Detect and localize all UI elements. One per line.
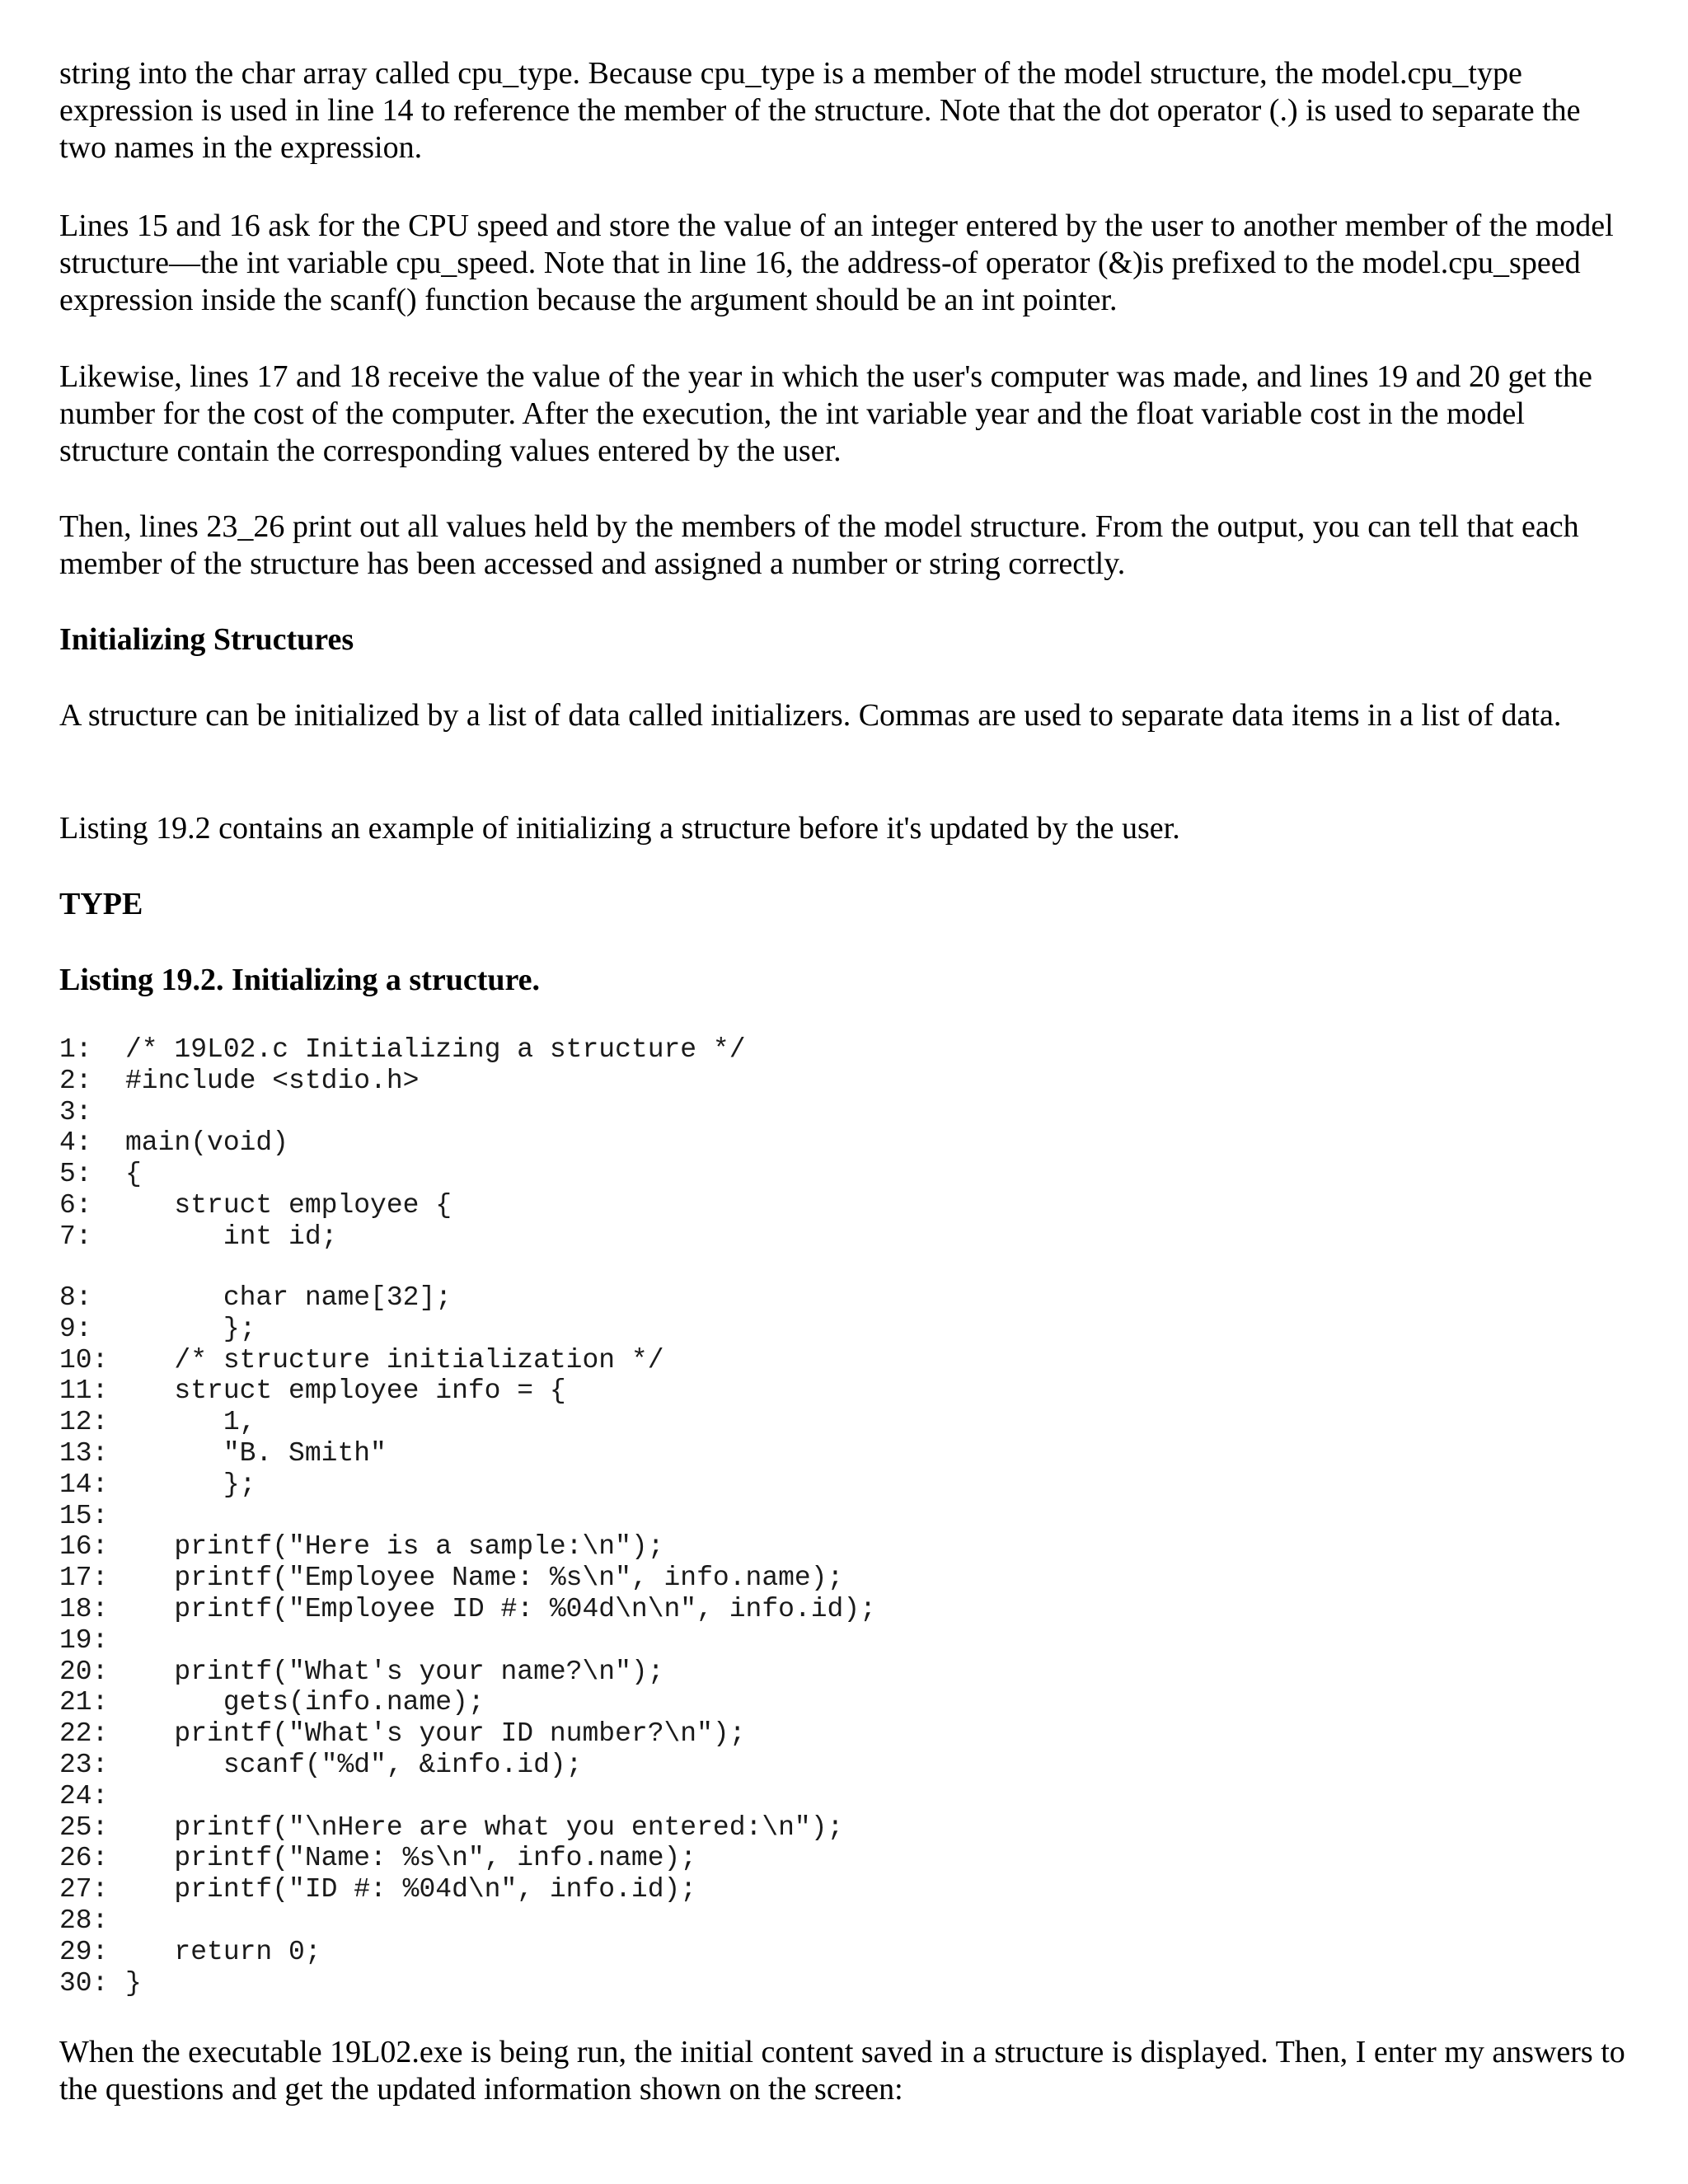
code-line: [59, 1657, 876, 1688]
line-number: 1:: [59, 1034, 92, 1065]
code-text: {: [125, 1159, 142, 1190]
line-number: 19:: [59, 1624, 109, 1656]
code-line: [59, 1718, 876, 1750]
code-text: scanf("%d", &info.id);: [125, 1749, 583, 1780]
line-number: 2:: [59, 1065, 92, 1096]
type-label: TYPE: [59, 887, 143, 921]
code-line: [59, 1376, 876, 1407]
code-text: struct employee {: [125, 1189, 452, 1221]
line-number: 16:: [59, 1531, 109, 1563]
line-number: 21:: [59, 1687, 109, 1718]
code-text: gets(info.name);: [125, 1687, 485, 1718]
line-number: 25:: [59, 1811, 109, 1843]
code-text: printf("Here is a sample:\n");: [125, 1531, 664, 1563]
line-number: 6:: [59, 1189, 92, 1221]
code-line: [59, 1750, 876, 1781]
code-line: [59, 1594, 876, 1625]
code-text: main(void): [125, 1127, 289, 1159]
code-line: [59, 1843, 876, 1874]
line-number: 29:: [59, 1936, 109, 1967]
paragraph-year-cost: Likewise, lines 17 and 18 receive the value of the year in which the user's computer was made, and lines 19 and 20 get the number for the cost of the computer. After the execution, the int variable year and the float variable cost in the model structure contain the corresponding values entered by the user.: [59, 359, 1592, 468]
paragraph-print-values: Then, lines 23_26 print out all values held by the members of the model structure. From the output, you can tell that each member of the structure has been accessed and assigned a number or string correctly.: [59, 509, 1579, 581]
code-text: /* 19L02.c Initializing a structure */: [125, 1034, 746, 1065]
line-number: 10:: [59, 1344, 109, 1376]
code-text: }: [125, 1967, 142, 1999]
code-line: [59, 1531, 876, 1563]
line-number: 14:: [59, 1469, 109, 1500]
line-number: 24:: [59, 1780, 109, 1811]
code-line: [59, 1127, 746, 1159]
code-line: [59, 1159, 746, 1190]
line-number: 22:: [59, 1718, 109, 1750]
code-line: [59, 1781, 876, 1812]
line-number: 5:: [59, 1159, 92, 1190]
line-number: 30:: [59, 1967, 109, 1999]
line-number: 28:: [59, 1905, 109, 1936]
code-text: /* structure initialization */: [125, 1344, 664, 1376]
code-line: [59, 1190, 746, 1221]
listing-title: Listing 19.2. Initializing a structure.: [59, 963, 541, 997]
code-line: [59, 1874, 876, 1905]
code-line: [59, 1066, 746, 1097]
code-line: [59, 1097, 746, 1128]
paragraph-listing-intro: Listing 19.2 contains an example of initializing a structure before it's updated by the user.: [59, 811, 1180, 846]
line-number: 27:: [59, 1874, 109, 1905]
line-number: 7:: [59, 1221, 92, 1252]
code-text: return 0;: [125, 1936, 321, 1967]
code-text: 1,: [125, 1407, 256, 1438]
section-heading: Initializing Structures: [59, 622, 354, 657]
paragraph-cpu-type: string into the char array called cpu_type. Because cpu_type is a member of the model structure, the model.cpu_type expression is used in line 14 to reference the member of the structure. Note that the dot operator (.) is used to separate the two names in the expression.: [59, 56, 1581, 165]
line-number: 17:: [59, 1563, 109, 1594]
code-text: printf("What's your name?\n");: [125, 1656, 664, 1687]
line-number: 23:: [59, 1749, 109, 1780]
line-number: 9:: [59, 1313, 92, 1344]
paragraph-initializers: A structure can be initialized by a list of data called initializers. Commas are used to separate data items in a list of data.: [59, 698, 1562, 733]
code-text: printf("Employee Name: %s\n", info.name);: [125, 1563, 844, 1594]
code-line: [59, 1687, 876, 1718]
code-line: [59, 1905, 876, 1937]
code-line: [59, 1968, 876, 1999]
line-number: 13:: [59, 1437, 109, 1469]
line-number: 11:: [59, 1376, 109, 1407]
code-line: [59, 1937, 876, 1968]
code-line: [59, 1501, 876, 1532]
line-number: 4:: [59, 1127, 92, 1159]
code-line: [59, 1282, 876, 1314]
code-line: [59, 1034, 746, 1066]
code-listing-part-2: [59, 1282, 876, 1999]
line-number: 3:: [59, 1096, 92, 1127]
line-number: 18:: [59, 1593, 109, 1624]
code-text: printf("\nHere are what you entered:\n");: [125, 1811, 844, 1843]
code-text: printf("Name: %s\n", info.name);: [125, 1843, 697, 1874]
code-text: printf("ID #: %04d\n", info.id);: [125, 1874, 697, 1905]
code-line: [59, 1438, 876, 1469]
code-line: [59, 1407, 876, 1438]
line-number: 26:: [59, 1843, 109, 1874]
paragraph-cpu-speed: Lines 15 and 16 ask for the CPU speed and store the value of an integer entered by the user to another member of the model structure—the int variable cpu_speed. Note that in line 16, the address-of operator (&)is prefixed to the model.cpu_speed expression inside the scanf() function because the argument should be an int pointer.: [59, 209, 1614, 317]
code-text: printf("Employee ID #: %04d\n\n", info.id);: [125, 1593, 876, 1624]
code-line: [59, 1314, 876, 1345]
code-listing-part-1: [59, 1034, 746, 1253]
code-text: int id;: [125, 1221, 338, 1252]
paragraph-closing: When the executable 19L02.exe is being run, the initial content saved in a structure is displayed. Then, I enter my answers to the questions and get the updated information shown on the screen:: [59, 2035, 1625, 2107]
code-text: printf("What's your ID number?\n");: [125, 1718, 746, 1750]
code-line: [59, 1625, 876, 1657]
code-line: [59, 1812, 876, 1844]
line-number: 8:: [59, 1282, 92, 1313]
code-line: [59, 1221, 746, 1253]
code-line: [59, 1469, 876, 1501]
line-number: 12:: [59, 1407, 109, 1438]
line-number: 20:: [59, 1656, 109, 1687]
code-line: [59, 1345, 876, 1376]
code-text: char name[32];: [125, 1282, 452, 1313]
code-text: };: [125, 1313, 256, 1344]
code-text: struct employee info = {: [125, 1376, 566, 1407]
line-number: 15:: [59, 1500, 109, 1531]
code-text: #include <stdio.h>: [125, 1065, 420, 1096]
code-line: [59, 1563, 876, 1594]
code-text: "B. Smith": [125, 1437, 387, 1469]
code-text: };: [125, 1469, 256, 1500]
